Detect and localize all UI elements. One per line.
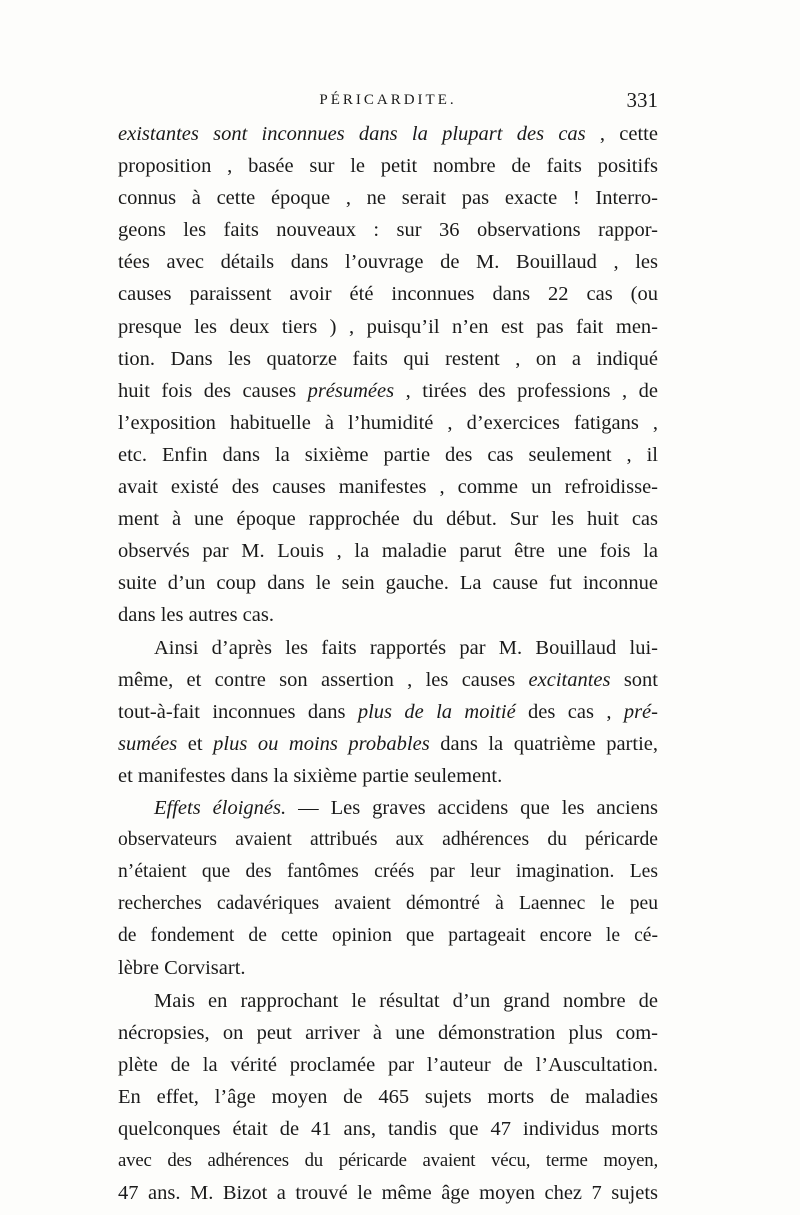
text-segment: des cas , [515, 700, 624, 723]
text-segment: connus à cette époque , ne serait pas exacte ! Interro- [118, 187, 658, 210]
text-line [118, 985, 658, 1017]
text-segment: causes paraissent avoir été inconnues dans 22 cas (ou [118, 283, 658, 306]
text-segment: l’exposition habituelle à l’humidité , d’exercices fatigans , [118, 411, 658, 434]
text-line [118, 471, 658, 503]
text-line [118, 150, 658, 182]
text-line [118, 632, 658, 664]
text-segment: dans les autres cas. [118, 604, 274, 627]
text-segment: — Les graves accidens que les anciens [286, 796, 658, 819]
text-line [118, 246, 658, 278]
text-line [118, 343, 658, 375]
text-line [118, 439, 658, 471]
text-segment: même, et contre son assertion , les causes [118, 668, 529, 691]
text-segment: observateurs avaient attribués aux adhérences du péricarde [118, 829, 658, 851]
text-line [118, 760, 658, 792]
text-line [118, 1081, 658, 1113]
text-segment: Ainsi d’après les faits rapportés par M. Bouillaud lui- [154, 636, 658, 659]
italic-text: présumées [307, 379, 395, 402]
text-segment: et [177, 732, 214, 755]
text-line [118, 952, 658, 984]
running-head: PÉRICARDITE. [319, 92, 457, 108]
text-segment: de fondement de cette opinion que partageait encore le cé- [118, 925, 658, 947]
text-segment: sont [610, 668, 658, 691]
italic-text: plus de la moitié [357, 700, 516, 723]
text-line [118, 1049, 658, 1081]
italic-text: sumées [118, 732, 178, 755]
text-segment: ment à une époque rapprochée du début. Sur les huit cas [118, 508, 658, 531]
body-text [118, 118, 658, 1209]
text-segment: , tirées des professions , de [394, 379, 658, 402]
text-segment: lèbre Corvisart. [118, 957, 246, 980]
text-line [118, 503, 658, 535]
text-line [118, 888, 658, 920]
text-segment: et manifestes dans la sixième partie seulement. [118, 764, 503, 787]
text-line [118, 375, 658, 407]
text-line [118, 599, 658, 631]
text-segment: avait existé des causes manifestes , comme un refroidisse- [118, 476, 658, 499]
text-line [118, 278, 658, 310]
text-segment: dans la quatrième partie, [429, 732, 659, 755]
text-segment: , cette [585, 123, 658, 145]
text-line [118, 824, 658, 856]
text-line [118, 407, 658, 439]
text-segment: etc. Enfin dans la sixième partie des cas seulement , il [118, 443, 658, 466]
text-line [118, 567, 658, 599]
text-line [118, 1177, 658, 1209]
italic-text: plus ou moins probables [213, 732, 430, 755]
text-segment: suite d’un coup dans le sein gauche. La cause fut inconnue [118, 572, 658, 595]
italic-text: excitantes [528, 668, 611, 691]
text-segment: En effet, l’âge moyen de 465 sujets morts de maladies [118, 1085, 658, 1108]
text-segment: recherches cadavériques avaient démontré à Laennec le peu [118, 893, 658, 915]
text-line [118, 728, 658, 760]
text-segment: Mais en rapprochant le résultat d’un grand nombre de [154, 989, 658, 1012]
italic-text: Effets éloignés. [154, 796, 287, 819]
text-line [118, 664, 658, 696]
text-segment: avec des adhérences du péricarde avaient vécu, terme moyen, [118, 1150, 658, 1171]
text-line [118, 182, 658, 214]
text-line [118, 856, 658, 888]
text-segment: plète de la vérité proclamée par l’auteur de l’Auscultation. [118, 1053, 658, 1076]
text-line [118, 214, 658, 246]
text-line [118, 1145, 658, 1177]
text-segment: huit fois des causes [118, 379, 308, 402]
page-number: 331 [626, 88, 658, 112]
text-segment: presque les deux tiers ) , puisqu’il n’en est pas fait men- [118, 315, 658, 338]
italic-text: pré- [623, 700, 658, 723]
text-line [118, 311, 658, 343]
text-segment: tout-à-fait inconnues dans [118, 700, 358, 723]
text-line [118, 920, 658, 952]
text-line [118, 535, 658, 567]
text-segment: quelconques était de 41 ans, tandis que 47 individus morts [118, 1117, 658, 1140]
text-segment: observés par M. Louis , la maladie parut être une fois la [118, 540, 658, 563]
text-segment: geons les faits nouveaux : sur 36 observations rappor- [118, 219, 658, 242]
text-line [118, 118, 658, 150]
text-segment: n’étaient que des fantômes créés par leur imagination. Les [118, 861, 658, 883]
page-header [118, 88, 658, 120]
text-line [118, 696, 658, 728]
text-segment: 47 ans. M. Bizot a trouvé le même âge moyen chez 7 sujets [118, 1182, 658, 1205]
text-segment: tées avec détails dans l’ouvrage de M. Bouillaud , les [118, 251, 658, 274]
text-segment: nécropsies, on peut arriver à une démonstration plus com- [118, 1021, 658, 1044]
text-segment: tion. Dans les quatorze faits qui restent , on a indiqué [118, 347, 658, 370]
text-segment: proposition , basée sur le petit nombre de faits positifs [118, 155, 658, 178]
text-line [118, 792, 658, 824]
italic-text: existantes sont inconnues dans la plupart des cas [118, 123, 586, 145]
text-line [118, 1113, 658, 1145]
text-line [118, 1017, 658, 1049]
